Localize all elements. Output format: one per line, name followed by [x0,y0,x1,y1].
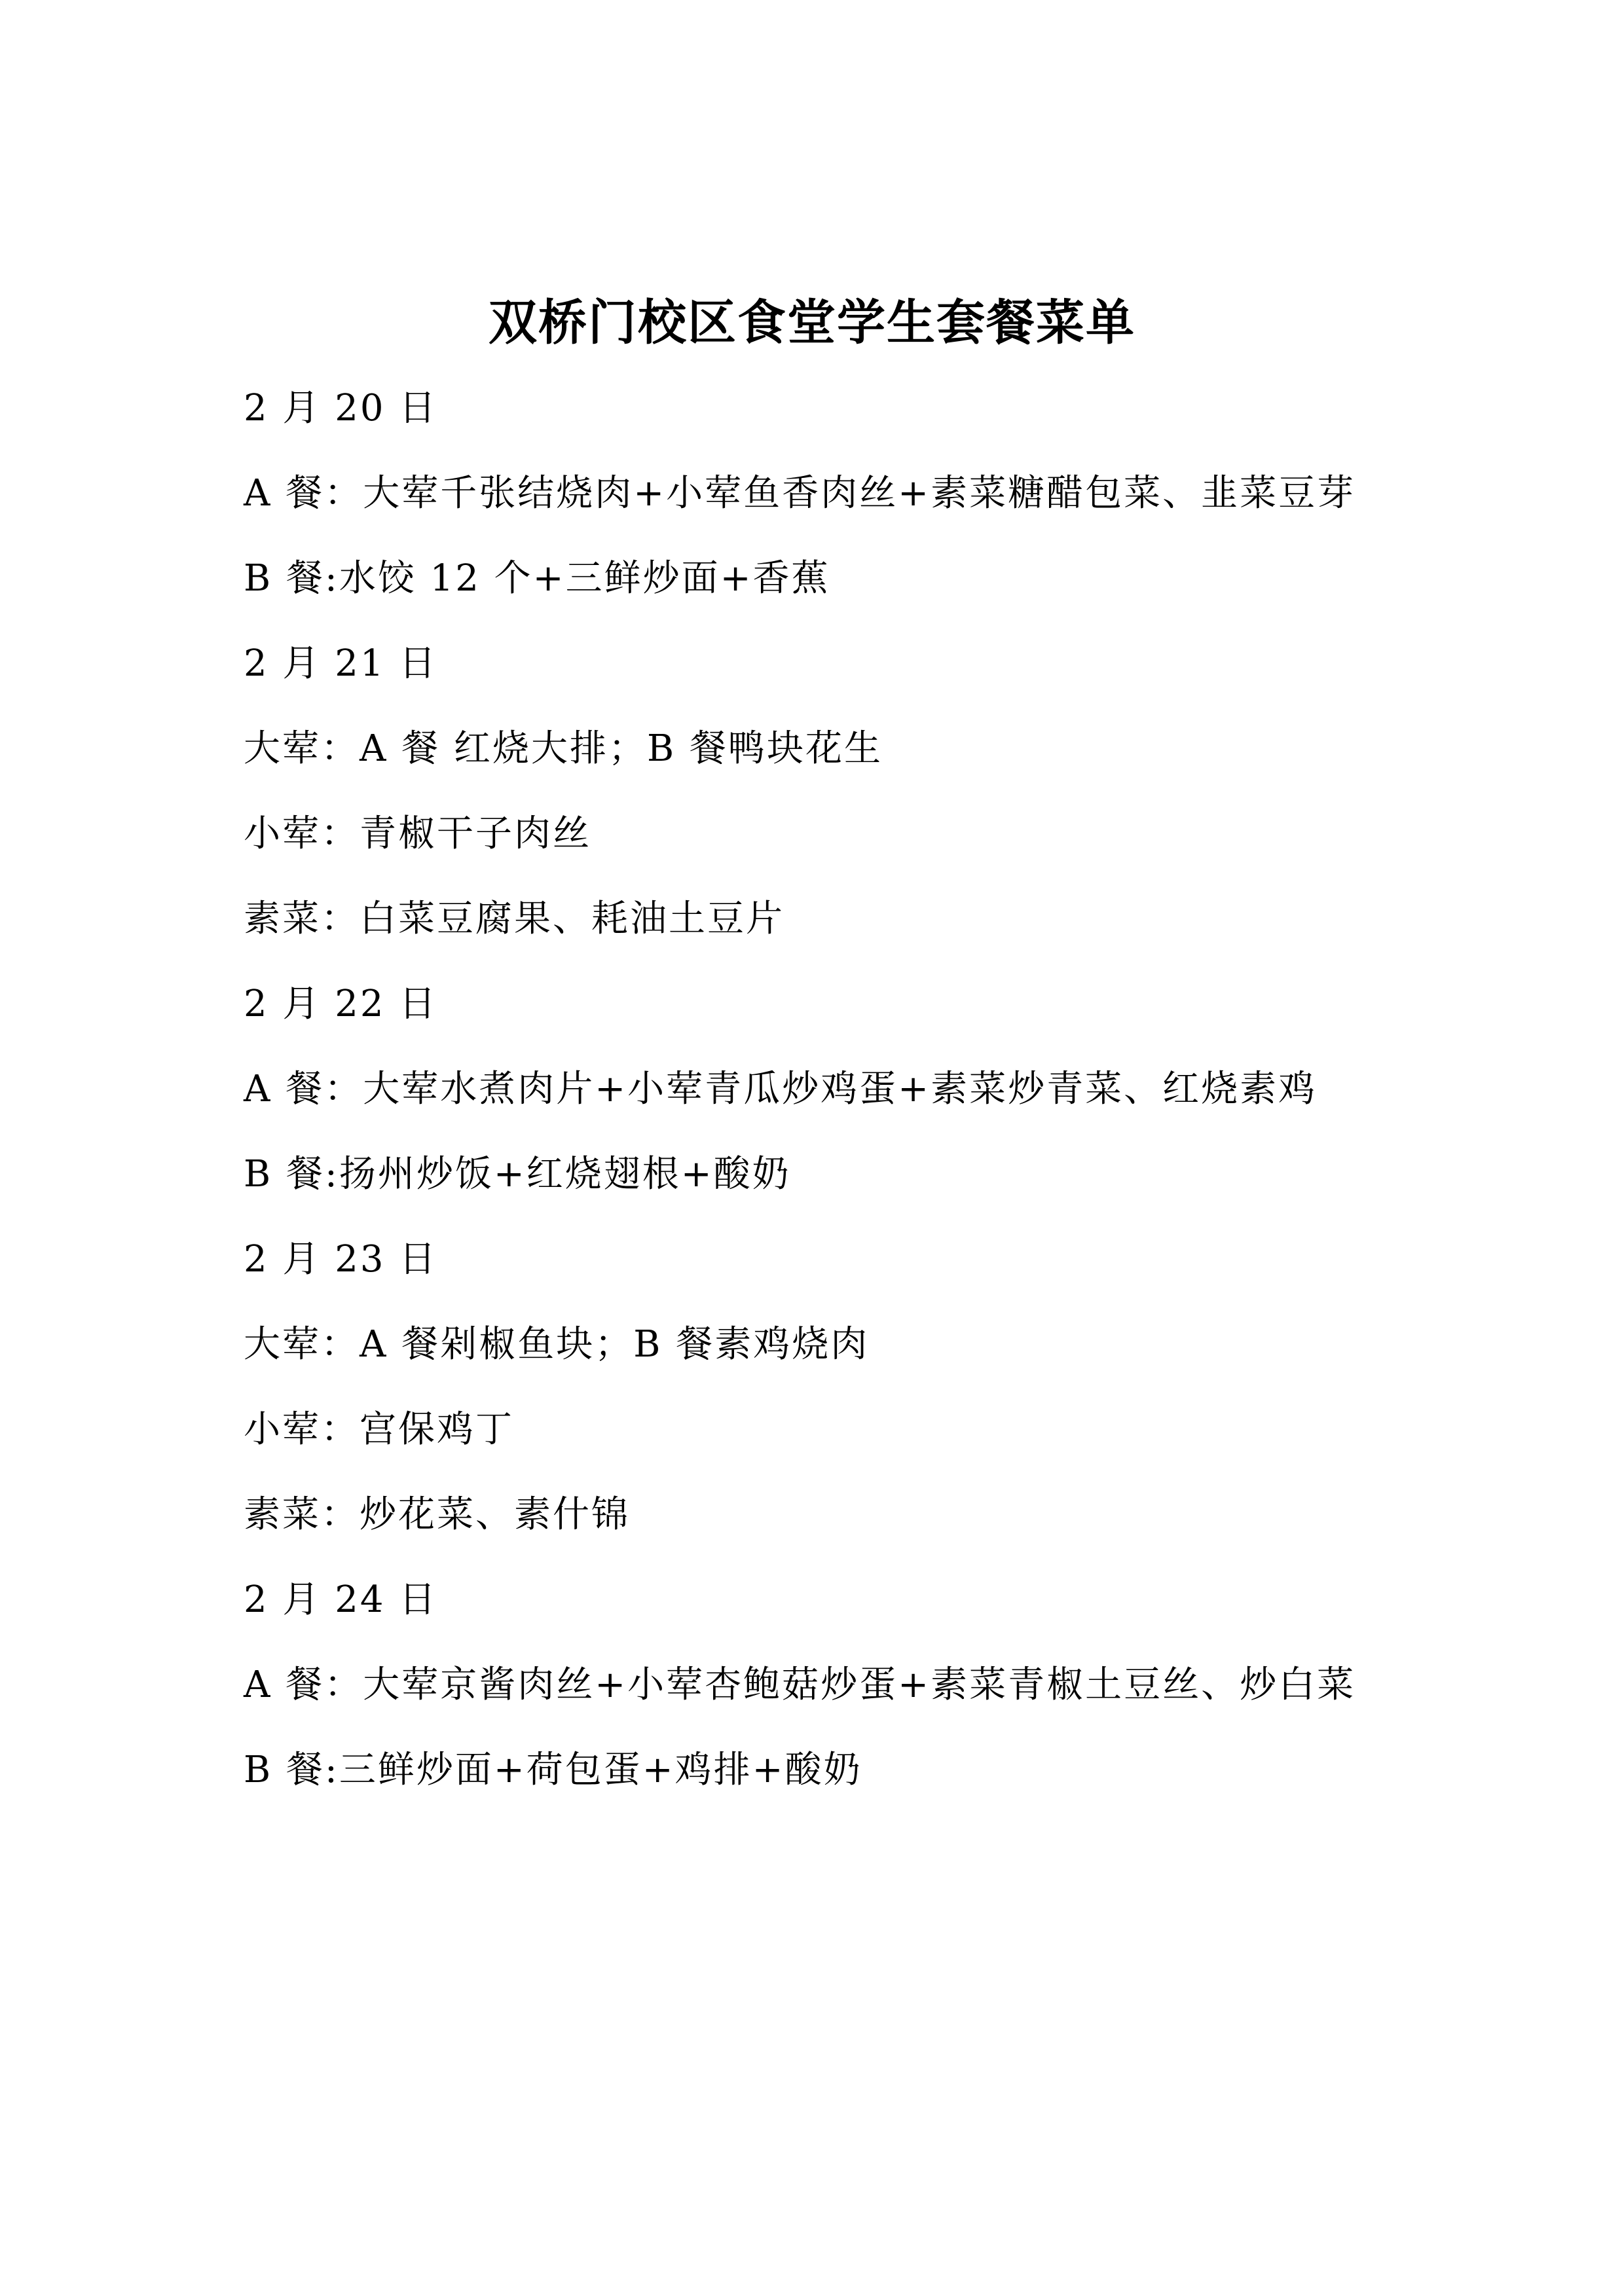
menu-line-b-meal: B 餐:水饺 12 个+三鲜炒面+香蕉 [244,557,830,600]
date-feb-23: 2 月 23 日 [244,1238,438,1281]
menu-line-b-meal: B 餐:扬州炒饭+红烧翅根+酸奶 [244,1153,791,1195]
menu-line-side-dish: 小荤：青椒干子肉丝 [244,812,591,855]
menu-line-a-meal: A 餐：大荤千张结烧肉+小荤鱼香肉丝+素菜糖醋包菜、韭菜豆芽 [244,472,1356,515]
date-feb-22: 2 月 22 日 [244,983,438,1025]
date-feb-21: 2 月 21 日 [244,642,438,685]
menu-line-main-dish: 大荤：A 餐剁椒鱼块；B 餐素鸡烧肉 [244,1323,870,1366]
menu-line-a-meal: A 餐：大荤京酱肉丝+小荤杏鲍菇炒蛋+素菜青椒土豆丝、炒白菜 [244,1664,1356,1706]
menu-line-vegetable: 素菜：炒花菜、素什锦 [244,1493,630,1536]
menu-line-vegetable: 素菜：白菜豆腐果、耗油土豆片 [244,898,784,940]
menu-line-a-meal: A 餐：大荤水煮肉片+小荤青瓜炒鸡蛋+素菜炒青菜、红烧素鸡 [244,1068,1318,1110]
menu-line-b-meal: B 餐:三鲜炒面+荷包蛋+鸡排+酸奶 [244,1749,862,1791]
menu-line-main-dish: 大荤：A 餐 红烧大排；B 餐鸭块花生 [244,727,883,770]
date-feb-20: 2 月 20 日 [244,387,438,429]
date-feb-24: 2 月 24 日 [244,1578,438,1621]
document-title: 双桥门校区食堂学生套餐菜单 [489,295,1135,351]
menu-line-side-dish: 小荤：宫保鸡丁 [244,1408,514,1451]
